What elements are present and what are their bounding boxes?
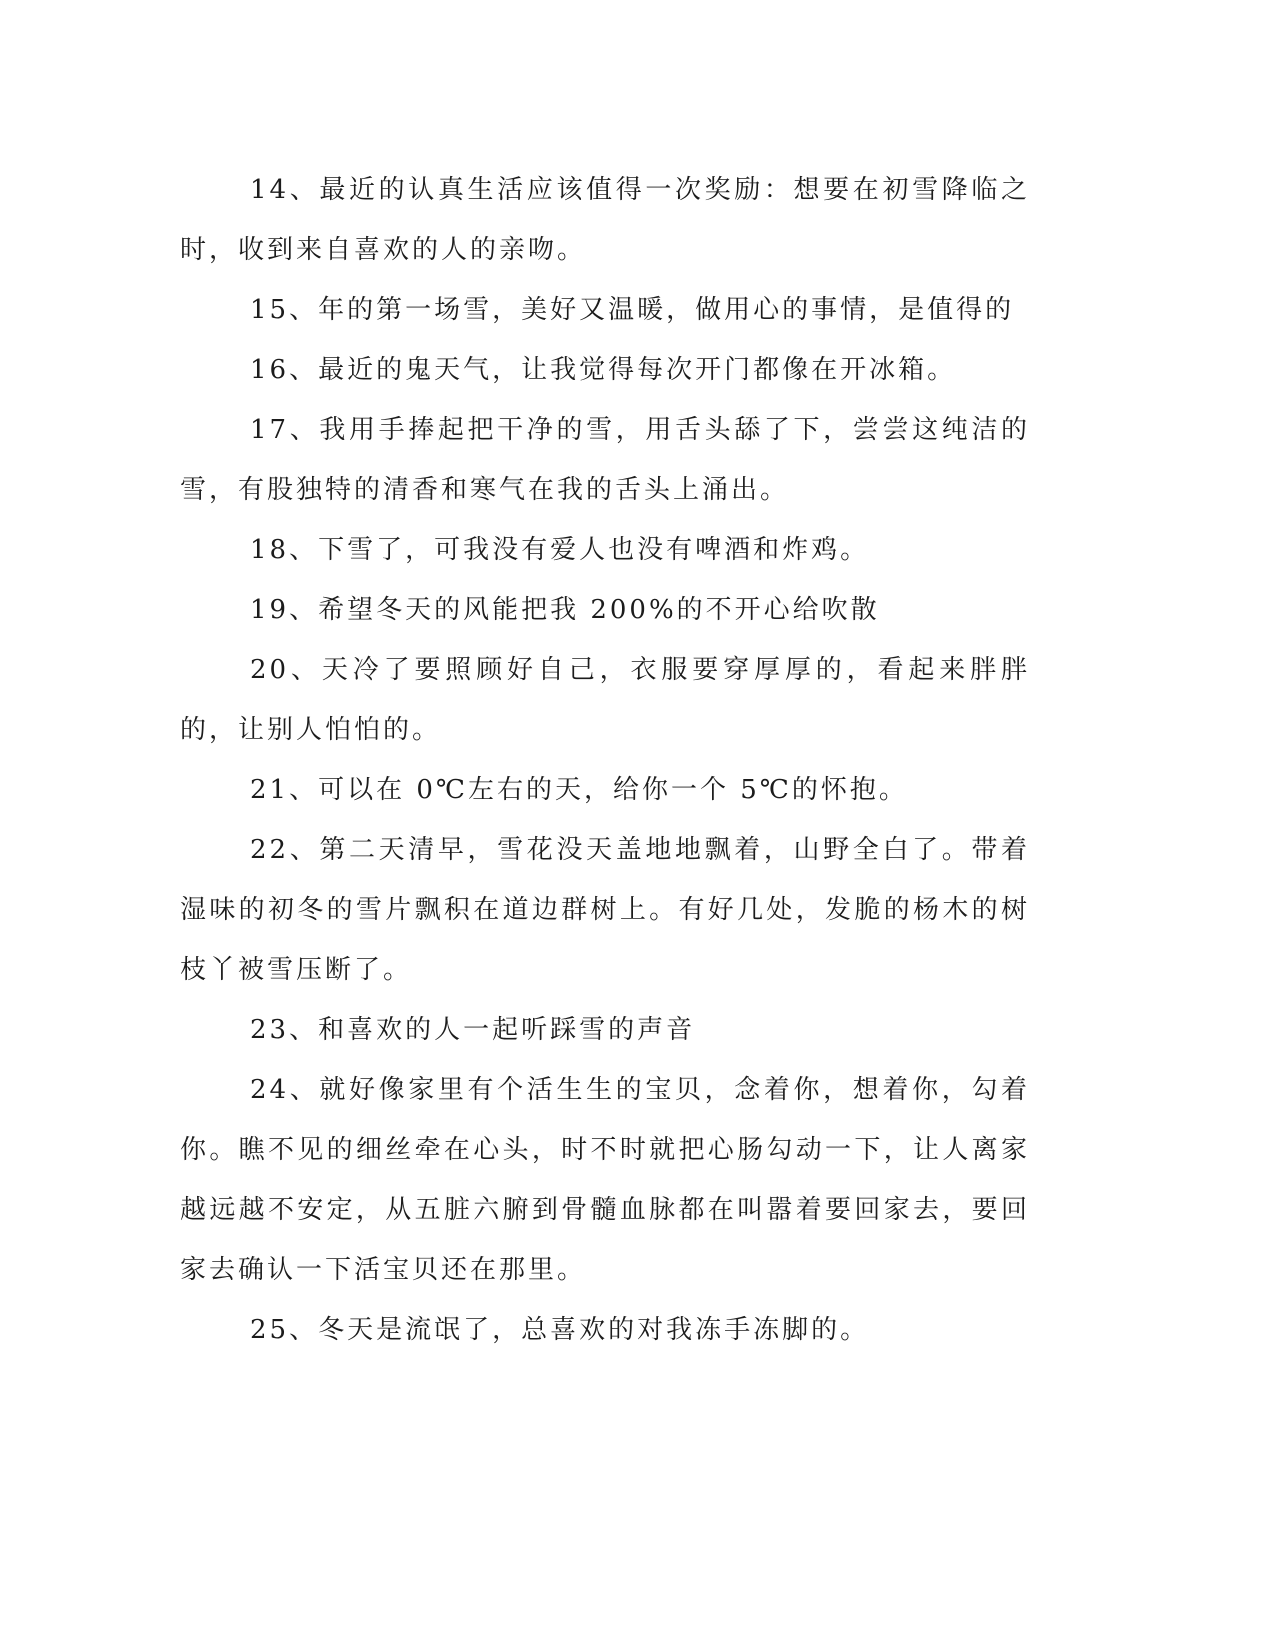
paragraph-20: 20、天冷了要照顾好自己，衣服要穿厚厚的，看起来胖胖的，让别人怕怕的。 (180, 655, 1030, 745)
paragraph-18: 18、下雪了，可我没有爱人也没有啤酒和炸鸡。 (250, 535, 870, 565)
paragraph-21: 21、可以在 0℃左右的天，给你一个 5℃的怀抱。 (250, 775, 908, 805)
paragraph-15: 15、年的第一场雪，美好又温暖，做用心的事情，是值得的 (250, 295, 1015, 325)
paragraph-25: 25、冬天是流氓了，总喜欢的对我冻手冻脚的。 (250, 1315, 870, 1345)
paragraph-24: 24、就好像家里有个活生生的宝贝，念着你，想着你，勾着你。瞧不见的细丝牵在心头，时不时就把心肠勾动一下，让人离家越远越不安定，从五脏六腑到骨髓血脉都在叫嚣着要回家去，要回家去确认一下活宝贝还在那里。 (180, 1075, 1030, 1285)
paragraph-23: 23、和喜欢的人一起听踩雪的声音 (250, 1015, 696, 1045)
paragraph-14: 14、最近的认真生活应该值得一次奖励：想要在初雪降临之时，收到来自喜欢的人的亲吻。 (180, 175, 1030, 265)
paragraph-22: 22、第二天清早，雪花没天盖地地飘着，山野全白了。带着湿味的初冬的雪片飘积在道边群树上。有好几处，发脆的杨木的树枝丫被雪压断了。 (180, 835, 1030, 985)
document-body (180, 160, 1030, 1360)
paragraph-17: 17、我用手捧起把干净的雪，用舌头舔了下，尝尝这纯洁的雪，有股独特的清香和寒气在我的舌头上涌出。 (180, 415, 1030, 505)
paragraph-19: 19、希望冬天的风能把我 200%的不开心给吹散 (250, 595, 880, 625)
paragraph-16: 16、最近的鬼天气，让我觉得每次开门都像在开冰箱。 (250, 355, 957, 385)
